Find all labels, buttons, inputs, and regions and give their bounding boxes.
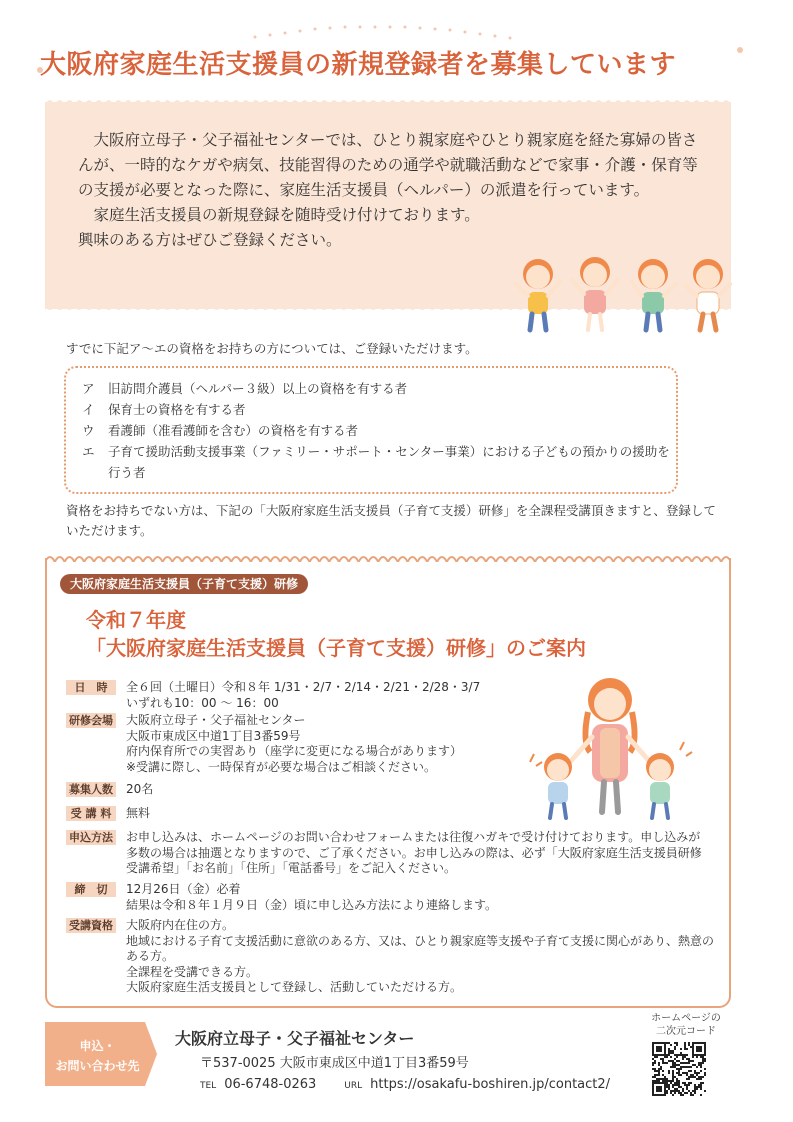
contact-label-line1: 申込・ [79,1039,116,1053]
qualification-text: 旧訪問介護員（ヘルパー３級）以上の資格を有する者 [108,381,408,396]
intro-paragraph-2: 家庭生活支援員の新規登録を随時受け付けております。 [93,206,480,224]
detail-label: 申込方法 [66,830,116,845]
qualification-text: 看護師（准看護師を含む）の資格を有する者 [108,423,359,438]
contact-label-line2: お問い合わせ先 [55,1059,140,1073]
scallop-border-top [45,97,731,105]
detail-label: 募集人数 [66,782,116,797]
qr-caption-line1: ホームページの [651,1013,721,1024]
detail-line: 地域における子育て支援活動に意欲のある方、又は、ひとり親家庭等支援や子育て支援に関心があり、熱意の [126,933,715,948]
training-lead: 資格をお持ちでない方は、下記の「大阪府家庭生活支援員（子育て支援）研修」を全課程受講頂きますと、登録していただけます。 [66,503,716,538]
url-key: URL [344,1081,363,1091]
contact-label [50,1036,145,1076]
detail-value [126,782,736,798]
detail-line: 多数の場合は抽選となりますので、ご了承ください。お申し込みの際は、必ず「大阪府家庭生活支援員研修 [126,845,702,860]
qualification-item [82,420,672,441]
detail-label: 研修会場 [66,713,116,728]
qualification-item [82,441,672,483]
detail-line: 12月26日（金）必着 [126,882,241,896]
qualification-text: 保育士の資格を有する者 [108,402,246,417]
intro-paragraph-3: 興味のある方はぜひご登録ください。 [78,231,342,249]
detail-line: 大阪府内在住の方。 [126,918,235,932]
organization-name: 大阪府立母子・父子福祉センター [175,1029,415,1048]
detail-label: 締 切 [66,882,116,897]
detail-line: 受講希望」「お名前」「住所」「電話番号」をご記入ください。 [126,861,457,875]
detail-label: 受 講 料 [66,806,116,821]
qualification-item [82,399,672,420]
detail-line: 全６回（土曜日）令和８年 1/31・2/7・2/14・2/21・2/28・3/7 [126,680,481,694]
detail-line: ※受講に際し、一時保育が必要な場合はご相談ください。 [126,759,437,774]
qualification-text: 子育て援助活動支援事業（ファミリー・サポート・センター事業）における子どもの預かりの援助を行う者 [108,444,670,480]
detail-value [126,882,736,913]
qr-caption [636,1012,736,1038]
qualification-key: ア [82,381,95,396]
tel-key: TEL [200,1081,217,1091]
detail-line: 大阪市東成区中道1丁目3番59号 [126,728,301,743]
training-heading-year: 令和７年度 [86,608,186,632]
detail-line: 全課程を受講できる方。 [126,964,259,979]
qualification-item [82,378,672,399]
detail-line: 大阪府家庭生活支援員として登録し、活動していただける方。 [126,980,463,994]
intro-text [78,128,698,253]
qualification-lead: すでに下記ア～エの資格をお持ちの方については、ご登録いただけます。 [66,341,478,356]
detail-line: お申し込みは、ホームページのお問い合わせフォームまたは往復ハガキで受け付けております。申し込みが [126,830,701,844]
training-heading [86,606,586,662]
qualification-key: ウ [82,423,95,438]
contact-info [200,1077,610,1092]
qr-code-icon[interactable] [652,1042,706,1096]
tel-number: 06-6748-0263 [224,1077,317,1092]
qualification-key: エ [82,444,95,459]
detail-line: 大阪府立母子・父子福祉センター [126,713,306,727]
detail-value [126,713,736,775]
detail-line: 20名 [126,782,154,796]
training-tag: 大阪府家庭生活支援員（子育て支援）研修 [60,574,308,594]
qualification-list [82,378,672,483]
qualification-key: イ [82,402,95,417]
detail-line: ある方。 [126,949,175,963]
children-illustration [510,252,735,337]
detail-line: いずれも10：00 ～ 16：00 [126,695,279,710]
detail-label: 日 時 [66,680,116,695]
detail-line: 無料 [126,806,151,820]
intro-paragraph-1: 大阪府立母子・父子福祉センターでは、ひとり親家庭やひとり親家庭を経た寡婦の皆さんが、一時的なケガや病気、技能習得のための通学や就職活動などで家事・介護・保育等の支援が必要となった際に、家庭生活支援員（ヘルパー）の派遣を行っています。 [78,131,698,199]
detail-value [126,680,736,711]
detail-value [126,806,736,822]
qr-caption-line2: 二次元コード [656,1026,716,1037]
detail-value [126,918,736,996]
organization-address: 〒537-0025 大阪市東成区中道1丁目3番59号 [200,1056,469,1071]
detail-line: 結果は令和８年１月９日（金）頃に申し込み方法により連絡します。 [126,897,498,912]
url-link[interactable]: https://osakafu-boshiren.jp/contact2/ [370,1077,611,1092]
page-title: 大阪府家庭生活支援員の新規登録者を募集しています [40,50,677,80]
detail-value [126,830,736,877]
detail-line: 府内保育所での実習あり（座学に変更になる場合があります） [126,744,463,758]
detail-label: 受講資格 [66,918,116,933]
training-heading-title: 「大阪府家庭生活支援員（子育て支援）研修」のご案内 [86,636,586,660]
